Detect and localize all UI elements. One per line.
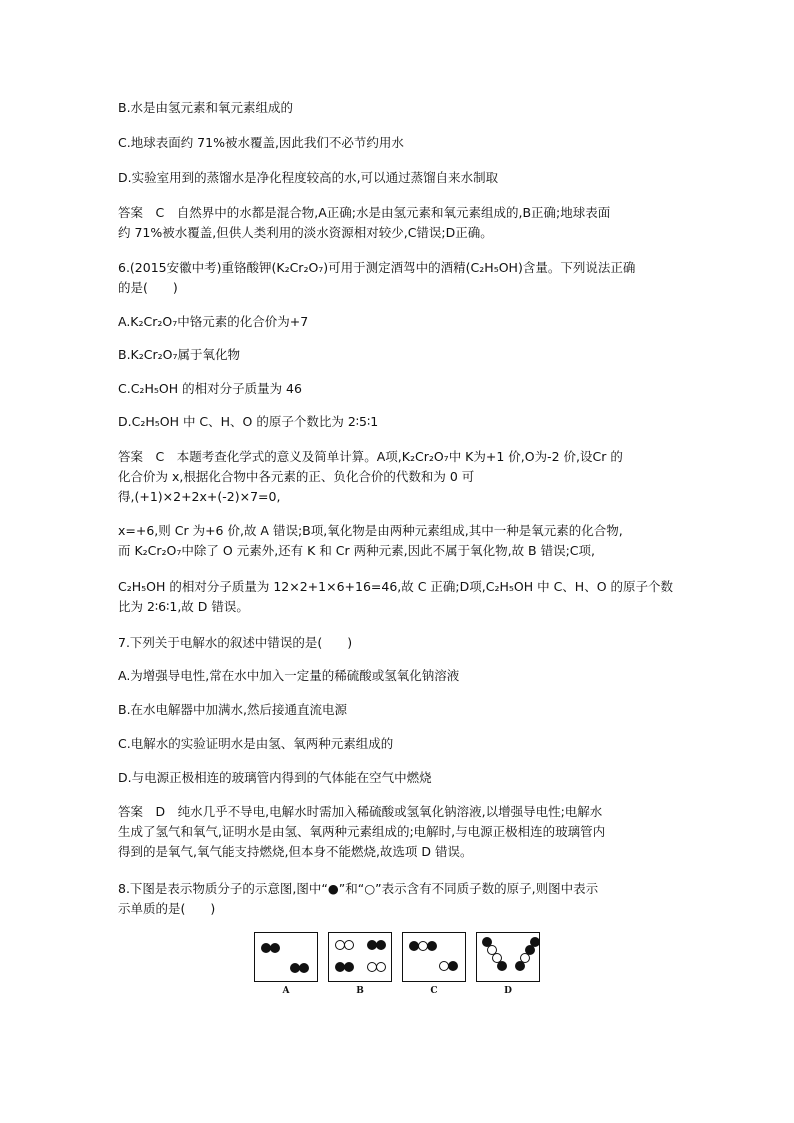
black-atom [270,943,280,953]
figure-label-c: C [430,986,438,996]
white-atom [376,962,386,972]
q6-answer-line: 化合价为 x,根据化合物中各元素的正、负化合价的代数和为 0 可 [118,469,475,484]
q6-answer-line: 得,(+1)×2+2x+(-2)×7=0, [118,489,281,504]
q5-option-b: B.水是由氢元素和氧元素组成的 [118,100,294,115]
q6-option-c: C.C₂H₅OH 的相对分子质量为 46 [118,381,302,396]
figure-panel-d [476,932,540,982]
black-atom [497,961,507,971]
white-atom [344,940,354,950]
black-atom [448,961,458,971]
q8-stem-line: 示单质的是( ) [118,901,216,916]
black-atom [376,940,386,950]
q6-answer-line: 比为 2∶6∶1,故 D 错误。 [118,599,249,614]
q6-answer-line: 答案 C 本题考查化学式的意义及简单计算。A项,K₂Cr₂O₇中 K为+1 价,O为-2 价,设Cr 的 [118,449,623,464]
black-atom [530,937,540,947]
q5-option-c: C.地球表面约 71%被水覆盖,因此我们不必节约用水 [118,135,404,150]
q7-answer-line: 答案 D 纯水几乎不导电,电解水时需加入稀硫酸或氢氧化钠溶液,以增强导电性;电解水 [118,804,603,819]
q6-option-d: D.C₂H₅OH 中 C、H、O 的原子个数比为 2∶5∶1 [118,414,379,429]
q6-option-a: A.K₂Cr₂O₇中铬元素的化合价为+7 [118,314,309,329]
q5-answer-line: 答案 C 自然界中的水都是混合物,A正确;水是由氢元素和氧元素组成的,B正确;地球表面 [118,205,611,220]
figure-label-a: A [282,986,290,996]
molecule-figure [254,932,544,1002]
black-atom [427,941,437,951]
q8-stem-line: 8.下图是表示物质分子的示意图,图中“●”和“○”表示含有不同质子数的原子,则图中表示 [118,881,599,896]
q6-stem-line: 的是( ) [118,280,178,295]
q6-option-b: B.K₂Cr₂O₇属于氧化物 [118,347,240,362]
black-atom [344,962,354,972]
figure-panel-c [402,932,466,982]
q6-answer-line: x=+6,则 Cr 为+6 价,故 A 错误;B项,氧化物是由两种元素组成,其中一种是氧元素的化合物, [118,523,623,538]
q7-option-c: C.电解水的实验证明水是由氢、氧两种元素组成的 [118,736,394,751]
q7-answer-line: 得到的是氧气,氧气能支持燃烧,但本身不能燃烧,故选项 D 错误。 [118,844,473,859]
q5-option-d: D.实验室用到的蒸馏水是净化程度较高的水,可以通过蒸馏自来水制取 [118,170,499,185]
q7-option-d: D.与电源正极相连的玻璃管内得到的气体能在空气中燃烧 [118,770,432,785]
figure-label-b: B [356,986,364,996]
q7-stem: 7.下列关于电解水的叙述中错误的是( ) [118,635,353,650]
black-atom [299,963,309,973]
figure-label-d: D [504,986,512,996]
q6-answer-line: 而 K₂Cr₂O₇中除了 O 元素外,还有 K 和 Cr 两种元素,因此不属于氧化物,故 B 错误;C项, [118,543,596,558]
q7-answer-line: 生成了氢气和氧气,证明水是由氢、氧两种元素组成的;电解时,与电源正极相连的玻璃管内 [118,824,606,839]
figure-panel-a [254,932,318,982]
q5-answer-line: 约 71%被水覆盖,但供人类利用的淡水资源相对较少,C错误;D正确。 [118,225,493,240]
q7-option-a: A.为增强导电性,常在水中加入一定量的稀硫酸或氢氧化钠溶液 [118,668,460,683]
figure-panel-b [328,932,392,982]
q6-stem-line: 6.(2015安徽中考)重铬酸钾(K₂Cr₂O₇)可用于测定酒驾中的酒精(C₂H₅OH)含量。下列说法正确 [118,260,636,275]
q7-option-b: B.在水电解器中加满水,然后接通直流电源 [118,702,348,717]
q6-answer-line: C₂H₅OH 的相对分子质量为 12×2+1×6+16=46,故 C 正确;D项,C₂H₅OH 中 C、H、O 的原子个数 [118,579,674,594]
